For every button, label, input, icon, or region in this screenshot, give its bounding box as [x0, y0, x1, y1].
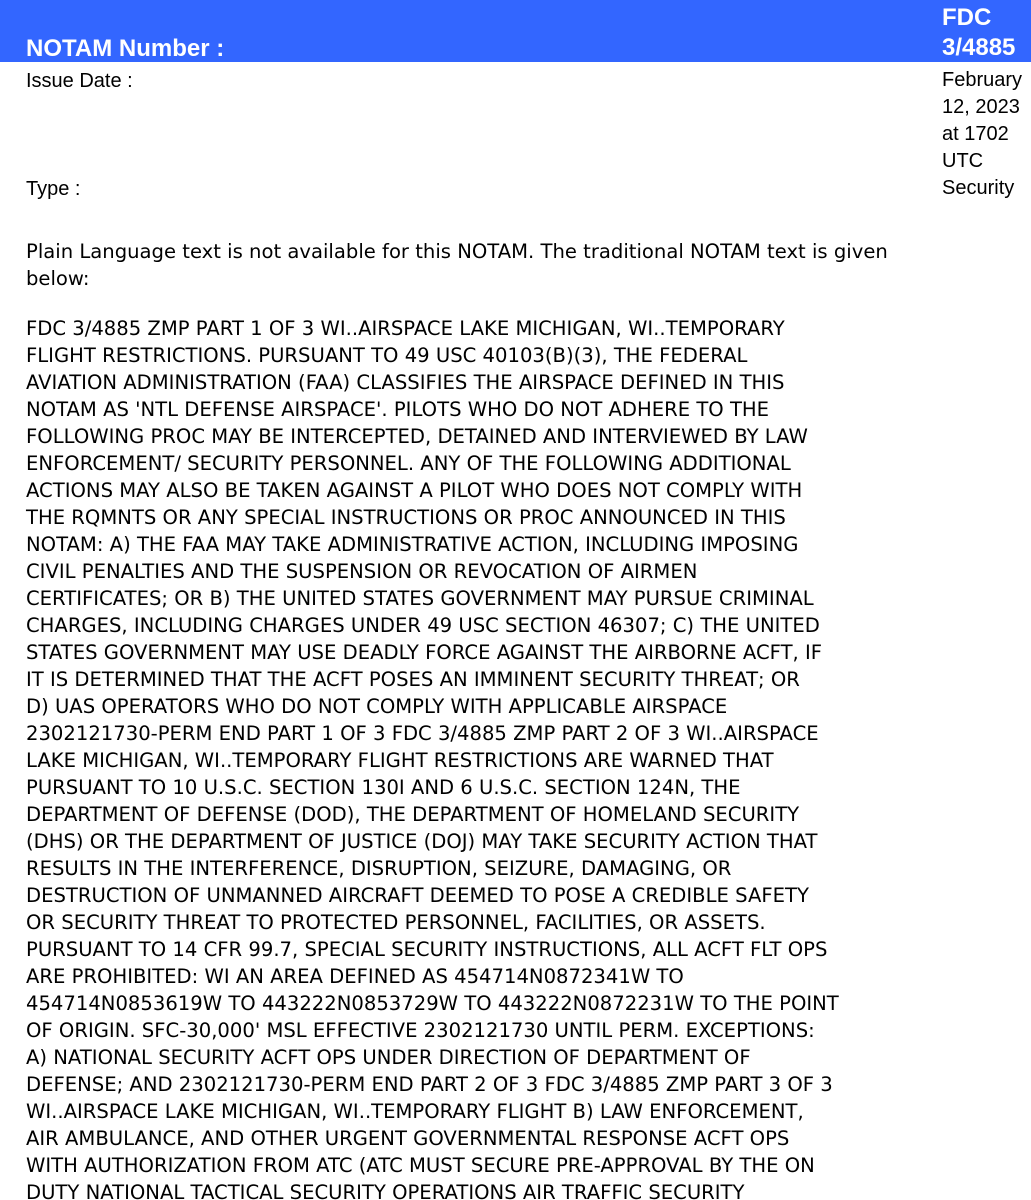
issue-date-label: Issue Date : — [26, 70, 133, 92]
notam-text-line: OR SECURITY THREAT TO PROTECTED PERSONNEL, FACILITIES, OR ASSETS. — [26, 911, 766, 934]
notam-text-line: D) UAS OPERATORS WHO DO NOT COMPLY WITH APPLICABLE AIRSPACE — [26, 695, 728, 718]
notam-text-line: FOLLOWING PROC MAY BE INTERCEPTED, DETAINED AND INTERVIEWED BY LAW — [26, 425, 808, 448]
issue-date-value-line: 12, 2023 — [942, 96, 1020, 118]
notam-text-line: WITH AUTHORIZATION FROM ATC (ATC MUST SECURE PRE-APPROVAL BY THE ON — [26, 1154, 815, 1177]
type-value-text: Security — [942, 177, 1015, 199]
notam-text-line: ENFORCEMENT/ SECURITY PERSONNEL. ANY OF THE FOLLOWING ADDITIONAL — [26, 452, 791, 475]
notam-text-line: A) NATIONAL SECURITY ACFT OPS UNDER DIRECTION OF DEPARTMENT OF — [26, 1046, 751, 1069]
notam-text-line: RESULTS IN THE INTERFERENCE, DISRUPTION, SEIZURE, DAMAGING, OR — [26, 857, 732, 880]
type-label: Type : — [26, 178, 81, 200]
notam-text-line: PURSUANT TO 10 U.S.C. SECTION 130I AND 6 U.S.C. SECTION 124N, THE — [26, 776, 741, 799]
issue-date-value-line: at 1702 — [942, 123, 1009, 145]
notam-number-value-line: FDC — [942, 4, 992, 31]
notam-text-line: NOTAM: A) THE FAA MAY TAKE ADMINISTRATIVE ACTION, INCLUDING IMPOSING — [26, 533, 799, 556]
notam-text-line: CIVIL PENALTIES AND THE SUSPENSION OR REVOCATION OF AIRMEN — [26, 560, 698, 583]
notam-text-line: AVIATION ADMINISTRATION (FAA) CLASSIFIES THE AIRSPACE DEFINED IN THIS — [26, 371, 785, 394]
issue-date-value-line: UTC — [942, 150, 984, 172]
notam-text-line: IT IS DETERMINED THAT THE ACFT POSES AN IMMINENT SECURITY THREAT; OR — [26, 668, 800, 691]
notam-text-line: (DHS) OR THE DEPARTMENT OF JUSTICE (DOJ) MAY TAKE SECURITY ACTION THAT — [26, 830, 818, 853]
notam-number-label: NOTAM Number : — [26, 35, 225, 62]
notam-text-line: NOTAM AS 'NTL DEFENSE AIRSPACE'. PILOTS WHO DO NOT ADHERE TO THE — [26, 398, 770, 421]
notam-text-line: PURSUANT TO 14 CFR 99.7, SPECIAL SECURITY INSTRUCTIONS, ALL ACFT FLT OPS — [26, 938, 828, 961]
notam-number-value — [942, 3, 1031, 63]
notam-text-line: THE RQMNTS OR ANY SPECIAL INSTRUCTIONS OR PROC ANNOUNCED IN THIS — [26, 506, 786, 529]
notam-text-line: LAKE MICHIGAN, WI..TEMPORARY FLIGHT RESTRICTIONS ARE WARNED THAT — [26, 749, 774, 772]
notam-text-line: STATES GOVERNMENT MAY USE DEADLY FORCE AGAINST THE AIRBORNE ACFT, IF — [26, 641, 823, 664]
issue-date-value-line: February — [942, 69, 1023, 91]
notam-text-line: AIR AMBULANCE, AND OTHER URGENT GOVERNMENTAL RESPONSE ACFT OPS — [26, 1127, 790, 1150]
notam-text-line: FDC 3/4885 ZMP PART 1 OF 3 WI..AIRSPACE LAKE MICHIGAN, WI..TEMPORARY — [26, 317, 785, 340]
notam-text-line: CHARGES, INCLUDING CHARGES UNDER 49 USC SECTION 46307; C) THE UNITED — [26, 614, 820, 637]
plain-language-notice: Plain Language text is not available for this NOTAM. The traditional NOTAM text is given below: — [26, 240, 888, 290]
notam-text-line: 2302121730-PERM END PART 1 OF 3 FDC 3/4885 ZMP PART 2 OF 3 WI..AIRSPACE — [26, 722, 819, 745]
notam-text-line: CERTIFICATES; OR B) THE UNITED STATES GOVERNMENT MAY PURSUE CRIMINAL — [26, 587, 814, 610]
notam-text-line: 454714N0853619W TO 443222N0853729W TO 443222N0872231W TO THE POINT — [26, 992, 839, 1015]
notam-traditional-text — [26, 315, 1026, 1200]
notam-text-line: FLIGHT RESTRICTIONS. PURSUANT TO 49 USC 40103(B)(3), THE FEDERAL — [26, 344, 748, 367]
notam-text-line: DUTY NATIONAL TACTICAL SECURITY OPERATIONS AIR TRAFFIC SECURITY — [26, 1181, 745, 1200]
notam-text-line: ACTIONS MAY ALSO BE TAKEN AGAINST A PILOT WHO DOES NOT COMPLY WITH — [26, 479, 803, 502]
notam-number-value-line: 3/4885 — [942, 34, 1016, 61]
notam-text-line: DEFENSE; AND 2302121730-PERM END PART 2 OF 3 FDC 3/4885 ZMP PART 3 OF 3 — [26, 1073, 833, 1096]
notam-text-line: DEPARTMENT OF DEFENSE (DOD), THE DEPARTMENT OF HOMELAND SECURITY — [26, 803, 800, 826]
notam-text-line: ARE PROHIBITED: WI AN AREA DEFINED AS 454714N0872341W TO — [26, 965, 684, 988]
notam-text-line: DESTRUCTION OF UNMANNED AIRCRAFT DEEMED TO POSE A CREDIBLE SAFETY — [26, 884, 809, 907]
notam-text-line: WI..AIRSPACE LAKE MICHIGAN, WI..TEMPORARY FLIGHT B) LAW ENFORCEMENT, — [26, 1100, 804, 1123]
issue-date-value — [942, 67, 1031, 175]
notam-text-line: OF ORIGIN. SFC-30,000' MSL EFFECTIVE 2302121730 UNTIL PERM. EXCEPTIONS: — [26, 1019, 815, 1042]
type-value — [942, 175, 1031, 202]
